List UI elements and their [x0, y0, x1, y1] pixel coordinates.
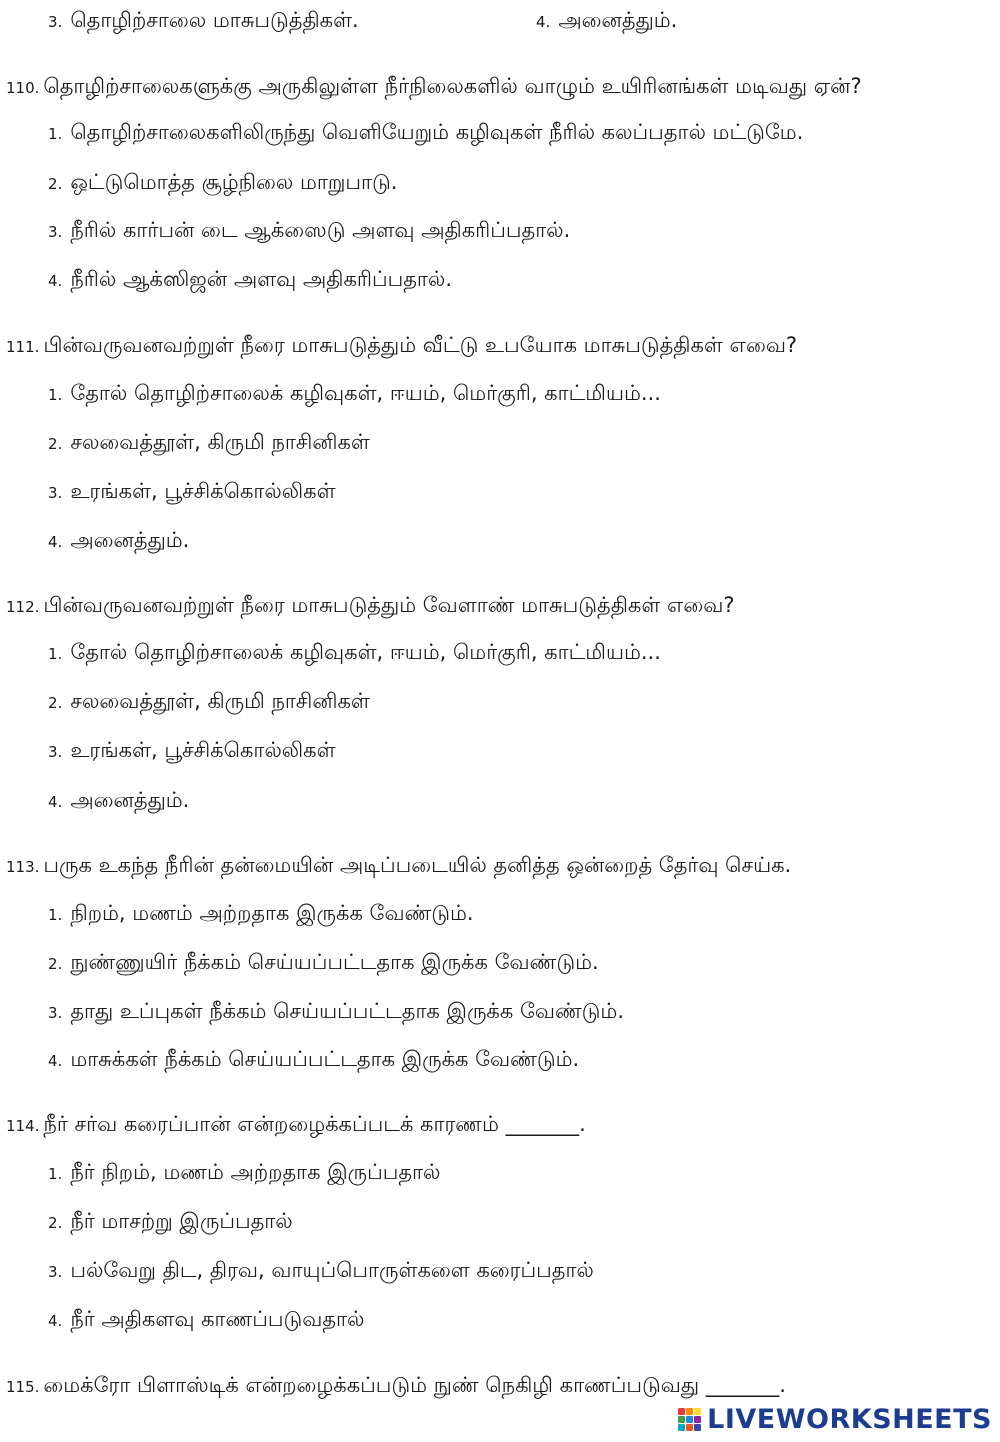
logo-cell [694, 1408, 701, 1415]
q112-option-3: 3. உரங்கள், பூச்சிக்கொல்லிகள் [48, 738, 336, 762]
q114-option-4: 4. நீர் அதிகளவு காணப்படுவதால் [48, 1307, 365, 1331]
q112-option-1: 1. தோல் தொழிற்சாலைக் கழிவுகள், ஈயம், மெர்குரி, காட்மியம்... [48, 640, 661, 664]
q112-option-2: 2. சலவைத்தூள், கிருமி நாசினிகள் [48, 689, 370, 713]
logo-cell [686, 1416, 693, 1423]
logo-cell [694, 1424, 701, 1431]
liveworksheets-wordmark: LIVEWORKSHEETS [707, 1403, 992, 1435]
logo-cell [678, 1424, 685, 1431]
q111-option-1: 1. தோல் தொழிற்சாலைக் கழிவுகள், ஈயம், மெர்குரி, காட்மியம்... [48, 381, 661, 405]
liveworksheets-grid-icon [678, 1408, 701, 1431]
q110-option-4: 4. நீரில் ஆக்ஸிஜன் அளவு அதிகரிப்பதால். [48, 267, 453, 291]
logo-cell [686, 1424, 693, 1431]
q114-option-3: 3. பல்வேறு திட, திரவ, வாயுப்பொருள்களை கரைப்பதால் [48, 1258, 594, 1282]
q111-question: 111. பின்வருவனவற்றுள் நீரை மாசுபடுத்தும் வீட்டு உபயோக மாசுபடுத்திகள் எவை? [6, 333, 798, 357]
q111-option-4: 4. அனைத்தும். [48, 528, 190, 552]
q113-option-4: 4. மாசுக்கள் நீக்கம் செய்யப்பட்டதாக இருக்க வேண்டும். [48, 1047, 580, 1071]
q109-option-3: 3. தொழிற்சாலை மாசுபடுத்திகள். [48, 8, 359, 32]
q115-question: 115. மைக்ரோ பிளாஸ்டிக் என்றழைக்கப்படும் நுண் நெகிழி காணப்படுவது _______. [6, 1373, 786, 1397]
q111-option-3: 3. உரங்கள், பூச்சிக்கொல்லிகள் [48, 479, 336, 503]
q112-question: 112. பின்வருவனவற்றுள் நீரை மாசுபடுத்தும் வேளாண் மாசுபடுத்திகள் எவை? [6, 593, 735, 617]
q110-question: 110. தொழிற்சாலைகளுக்கு அருகிலுள்ள நீர்நிலைகளில் வாழும் உயிரினங்கள் மடிவது ஏன்? [6, 74, 862, 98]
q112-option-4: 4. அனைத்தும். [48, 788, 190, 812]
logo-cell [694, 1416, 701, 1423]
q114-option-2: 2. நீர் மாசற்று இருப்பதால் [48, 1209, 293, 1233]
q113-option-1: 1. நிறம், மணம் அற்றதாக இருக்க வேண்டும். [48, 901, 474, 925]
q110-option-3: 3. நீரில் கார்பன் டை ஆக்ஸைடு அளவு அதிகரிப்பதால். [48, 218, 571, 242]
q110-option-2: 2. ஒட்டுமொத்த சூழ்நிலை மாறுபாடு. [48, 170, 398, 194]
logo-cell [686, 1408, 693, 1415]
q110-option-1: 1. தொழிற்சாலைகளிலிருந்து வெளியேறும் கழிவுகள் நீரில் கலப்பதால் மட்டுமே. [48, 120, 804, 144]
q109-option-4: 4. அனைத்தும். [536, 8, 678, 32]
liveworksheets-logo[interactable] [678, 1404, 992, 1434]
q113-option-2: 2. நுண்ணுயிர் நீக்கம் செய்யப்பட்டதாக இருக்க வேண்டும். [48, 950, 599, 974]
q111-option-2: 2. சலவைத்தூள், கிருமி நாசினிகள் [48, 430, 370, 454]
q114-option-1: 1. நீர் நிறம், மணம் அற்றதாக இருப்பதால் [48, 1160, 441, 1184]
q114-question: 114. நீர் சர்வ கரைப்பான் என்றழைக்கப்படக் காரணம் _______. [6, 1112, 586, 1136]
logo-cell [678, 1416, 685, 1423]
logo-cell [678, 1408, 685, 1415]
q113-option-3: 3. தாது உப்புகள் நீக்கம் செய்யப்பட்டதாக இருக்க வேண்டும். [48, 999, 625, 1023]
q113-question: 113. பருக உகந்த நீரின் தன்மையின் அடிப்படையில் தனித்த ஒன்றைத் தேர்வு செய்க. [6, 853, 792, 877]
